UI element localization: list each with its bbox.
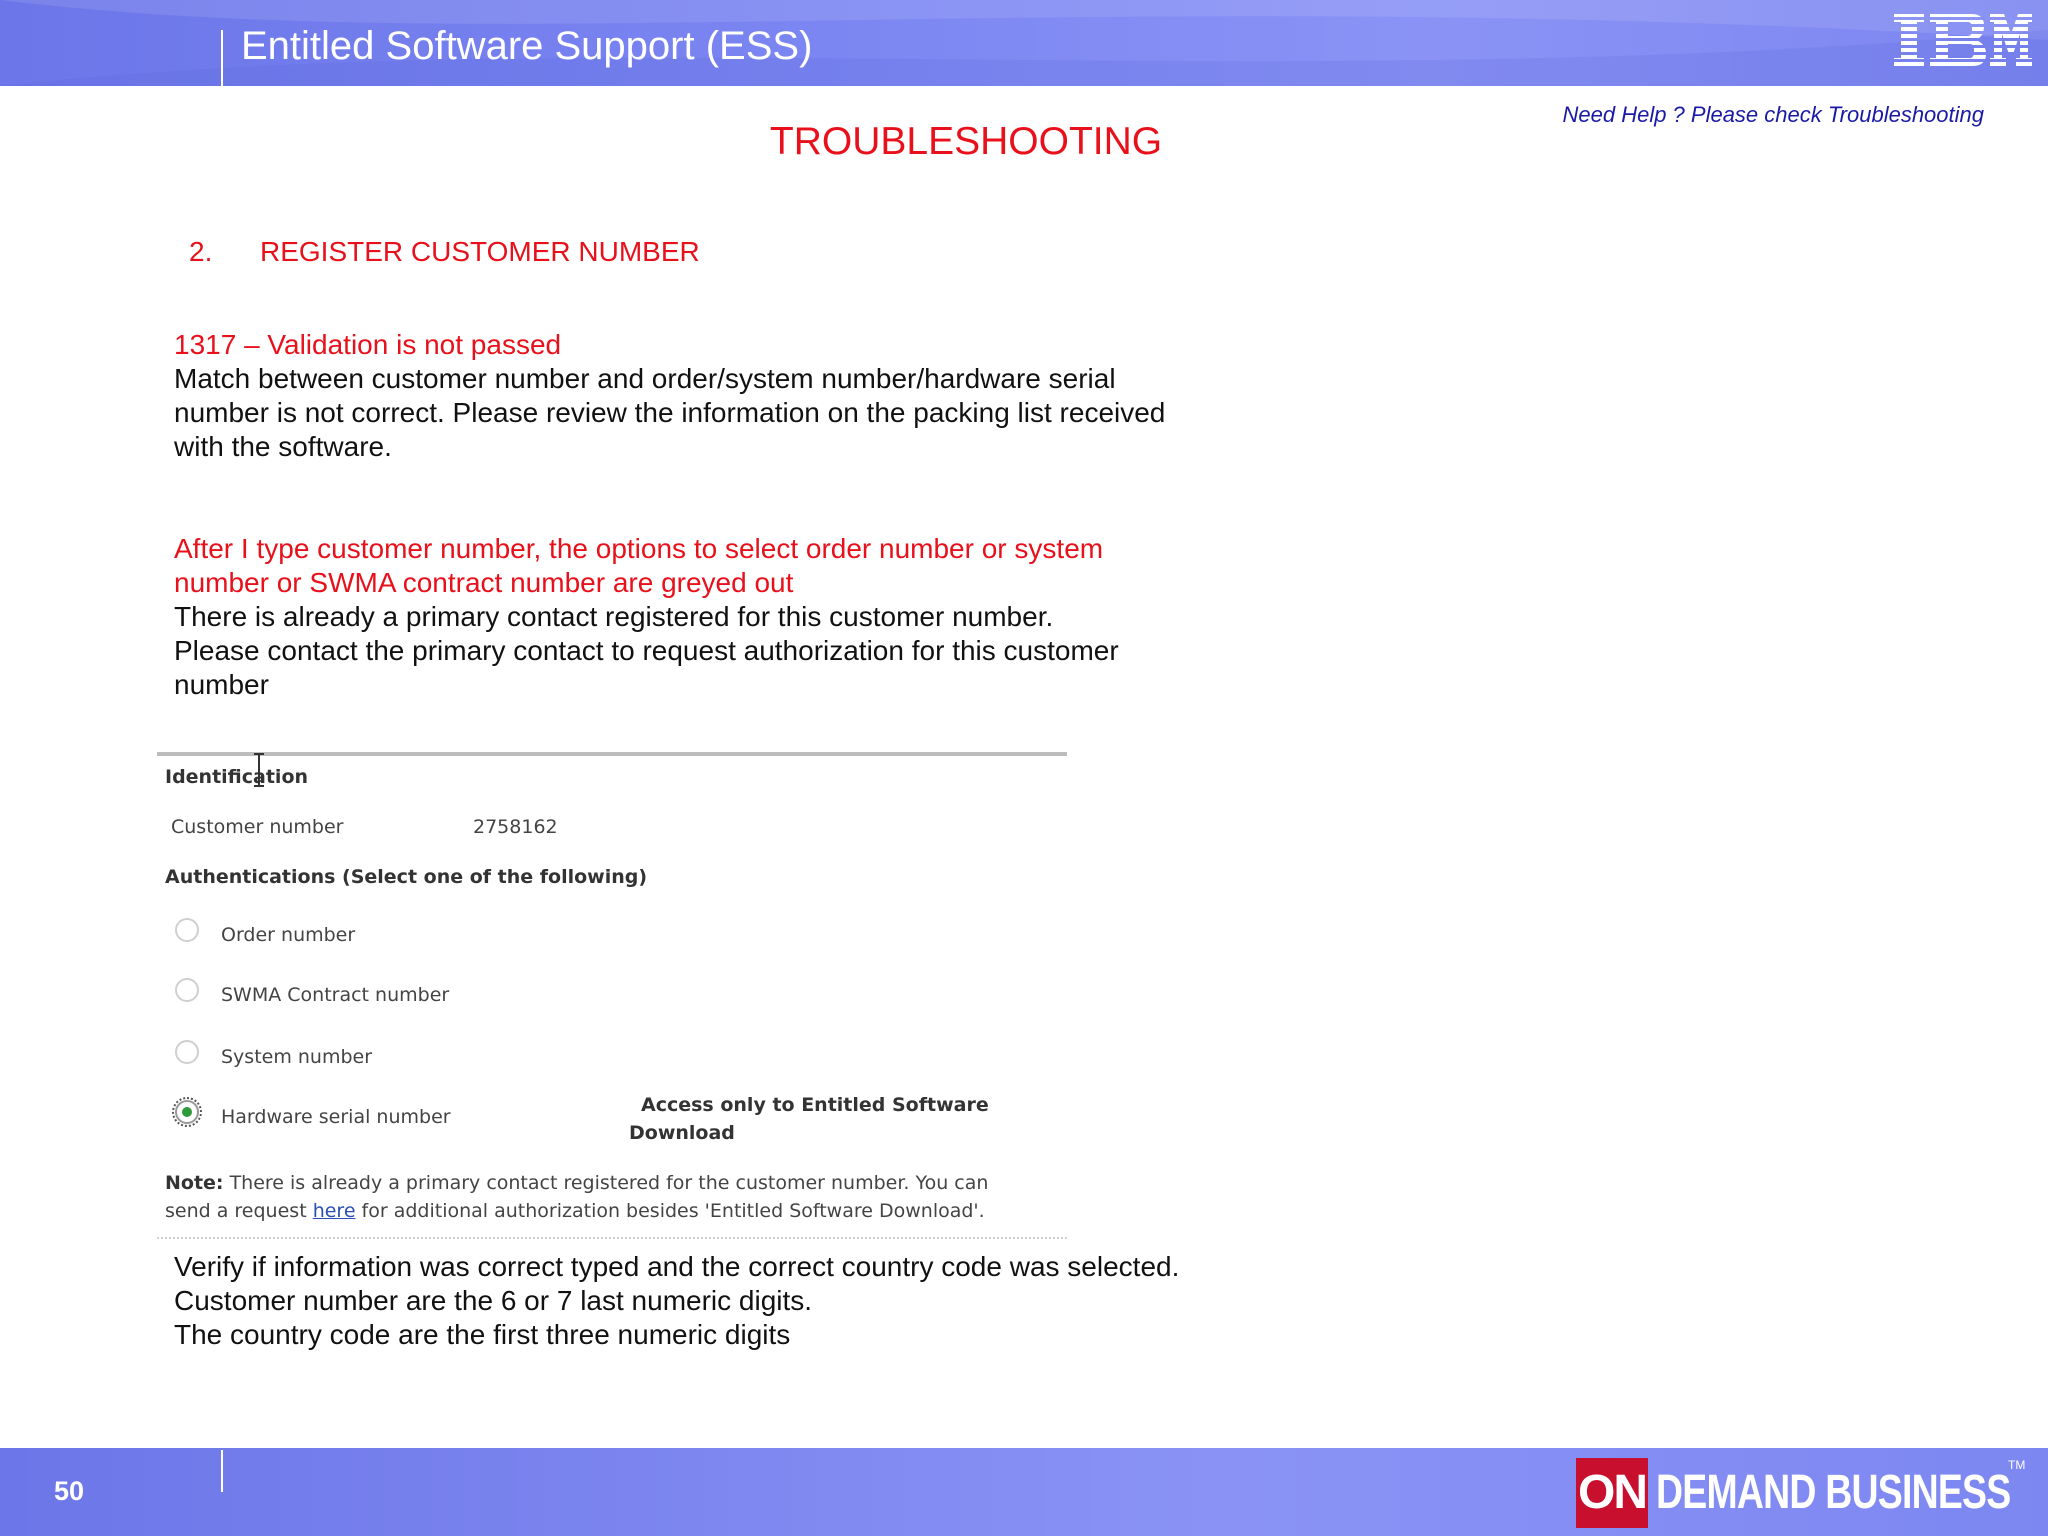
order-number-radio[interactable]	[175, 918, 199, 942]
footer-divider	[221, 1450, 223, 1492]
on-demand-logo-text: DEMAND BUSINESS	[1656, 1466, 2011, 1519]
on-demand-logo-box: ON	[1576, 1458, 1648, 1528]
note-label: Note:	[165, 1172, 224, 1194]
issue-text-line: with the software.	[174, 431, 392, 462]
issue-text-line: number is not correct. Please review the information on the packing list received	[174, 397, 1166, 428]
on-demand-business-logo	[1576, 1456, 2036, 1528]
help-troubleshooting-link[interactable]: Need Help ? Please check Troubleshooting	[1562, 102, 1984, 127]
note-text: send a request	[165, 1200, 313, 1222]
app-title: Entitled Software Support (ESS)	[241, 24, 813, 68]
note-text: There is already a primary contact registered for the customer number. You can	[223, 1172, 989, 1194]
issue-greyed-out-block	[174, 532, 1234, 702]
access-note-line: Download	[629, 1122, 735, 1144]
system-number-radio[interactable]	[175, 1040, 199, 1064]
issue-heading: After I type customer number, the options to select order number or system	[174, 533, 1104, 564]
primary-contact-note	[165, 1172, 988, 1194]
swma-contract-number-radio[interactable]	[175, 978, 199, 1002]
issue-validation-block	[174, 328, 1234, 464]
primary-contact-note-line2	[165, 1200, 985, 1222]
request-here-link[interactable]: here	[312, 1200, 356, 1222]
page-number: 50	[54, 1476, 85, 1506]
verify-text-line: The country code are the first three numeric digits	[174, 1319, 791, 1350]
identification-heading: Identification	[165, 766, 309, 788]
registration-form-screenshot	[157, 752, 1067, 1240]
hardware-serial-number-radio[interactable]	[175, 1100, 199, 1124]
section-heading: REGISTER CUSTOMER NUMBER	[260, 236, 700, 267]
ibm-logo-icon	[1892, 12, 2032, 70]
footer-bar	[0, 1448, 2048, 1536]
trademark-mark: TM	[2008, 1458, 2026, 1472]
verify-info-block	[174, 1250, 1234, 1352]
section-number: 2.	[189, 236, 213, 267]
system-number-label: System number	[221, 1046, 373, 1068]
note-text: for additional authorization besides 'Entitled Software Download'.	[355, 1200, 985, 1222]
issue-text-line: Match between customer number and order/system number/hardware serial	[174, 363, 1116, 394]
access-note-line: Access only to Entitled Software	[641, 1094, 989, 1116]
swma-contract-number-label: SWMA Contract number	[221, 984, 450, 1006]
verify-text-line: Customer number are the 6 or 7 last numeric digits.	[174, 1285, 813, 1316]
verify-text-line: Verify if information was correct typed and the correct country code was selected.	[174, 1251, 1180, 1282]
header-bar	[0, 0, 2048, 86]
authentications-heading: Authentications (Select one of the following)	[165, 866, 648, 888]
customer-number-value: 2758162	[473, 816, 558, 838]
form-top-rule	[157, 752, 1067, 756]
order-number-label: Order number	[221, 924, 356, 946]
issue-heading: number or SWMA contract number are greyed out	[174, 567, 794, 598]
page-title: TROUBLESHOOTING	[769, 120, 1163, 163]
form-bottom-rule	[157, 1237, 1067, 1239]
issue-text-line: There is already a primary contact registered for this customer number.	[174, 601, 1054, 632]
issue-heading: 1317 – Validation is not passed	[174, 329, 562, 360]
header-divider	[221, 30, 223, 86]
hardware-serial-number-label: Hardware serial number	[221, 1106, 451, 1128]
customer-number-label: Customer number	[171, 816, 344, 838]
issue-text-line: Please contact the primary contact to request authorization for this customer	[174, 635, 1119, 666]
issue-text-line: number	[174, 669, 269, 700]
